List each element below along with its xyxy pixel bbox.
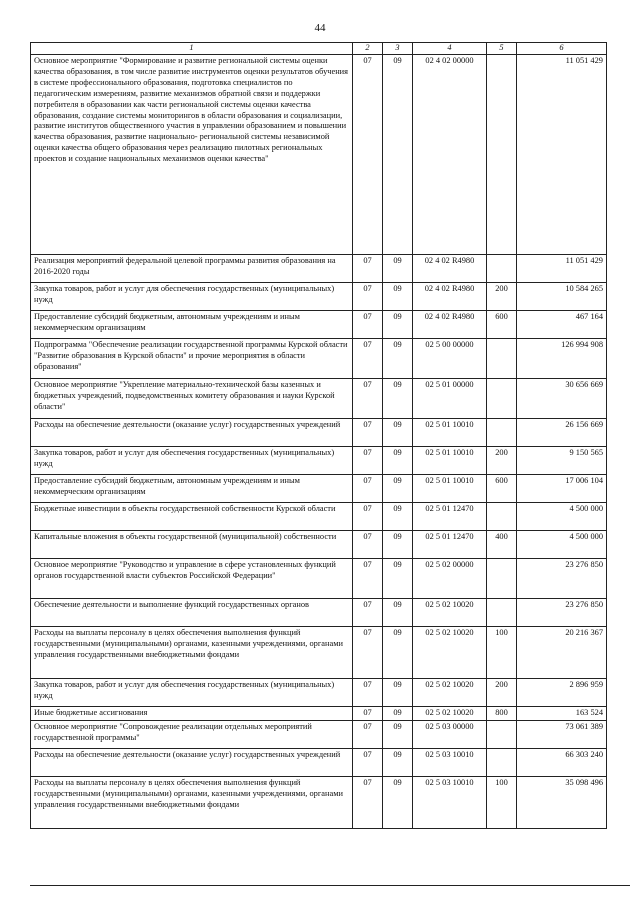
table-row xyxy=(31,678,607,706)
row-name-cell: Закупка товаров, работ и услуг для обеспечения государственных (муниципальных) нужд xyxy=(31,282,353,310)
row-name-cell: Предоставление субсидий бюджетным, автономным учреждениям и иным некоммерческим организациям xyxy=(31,310,353,338)
header-col-5: 5 xyxy=(487,43,517,55)
row-subsection-cell: 09 xyxy=(383,418,413,446)
row-name-cell: Основное мероприятие "Формирование и развитие региональной системы оценки качества образования, в том числе развитие инструментов оценки результатов обучения в системе профессионального образования, подготовка специалистов по педагогическим измерениям, развитие механизмов обратной связи и поддержки потребителя в образовании как части региональной системы оценки качества образования, создание системы мониторингов в области образования и социализации, развитие институтов общественного участия в управлении образованием и повышении качества образования, развитие национально- региональной системы независимой оценки качества общего образования через реализацию пилотных региональных проектов и создание национальных механизмов оценки качества" xyxy=(31,54,353,254)
row-section-cell: 07 xyxy=(353,706,383,720)
row-target-code-cell: 02 5 02 10020 xyxy=(413,626,487,678)
table-row xyxy=(31,282,607,310)
row-section-cell: 07 xyxy=(353,474,383,502)
table-row xyxy=(31,706,607,720)
table-row xyxy=(31,418,607,446)
page-number: 44 xyxy=(314,22,326,34)
row-expense-type-cell xyxy=(487,338,517,378)
row-expense-type-cell xyxy=(487,378,517,418)
row-section-cell: 07 xyxy=(353,776,383,828)
row-name-cell: Расходы на выплаты персоналу в целях обеспечения выполнения функций государственными (муниципальными) органами, казенными учреждениями, органами управления государственными внебюджетными фондами xyxy=(31,776,353,828)
row-name-cell: Расходы на обеспечение деятельности (оказание услуг) государственных учреждений xyxy=(31,748,353,776)
row-expense-type-cell: 200 xyxy=(487,446,517,474)
row-expense-type-cell: 400 xyxy=(487,530,517,558)
row-expense-type-cell xyxy=(487,598,517,626)
row-name-cell: Иные бюджетные ассигнования xyxy=(31,706,353,720)
row-subsection-cell: 09 xyxy=(383,446,413,474)
row-name-cell: Закупка товаров, работ и услуг для обеспечения государственных (муниципальных) нужд xyxy=(31,678,353,706)
row-target-code-cell: 02 4 02 00000 xyxy=(413,54,487,254)
row-subsection-cell: 09 xyxy=(383,720,413,748)
row-subsection-cell: 09 xyxy=(383,748,413,776)
row-amount-cell: 9 150 565 xyxy=(517,446,607,474)
row-expense-type-cell xyxy=(487,54,517,254)
row-target-code-cell: 02 5 02 10020 xyxy=(413,598,487,626)
row-amount-cell: 23 276 850 xyxy=(517,598,607,626)
row-name-cell: Подпрограмма "Обеспечение реализации государственной программы Курской области "Развитие образования в Курской области" и прочие мероприятия в области образования" xyxy=(31,338,353,378)
table-row xyxy=(31,720,607,748)
header-col-4: 4 xyxy=(413,43,487,55)
row-expense-type-cell xyxy=(487,748,517,776)
row-amount-cell: 467 164 xyxy=(517,310,607,338)
row-target-code-cell: 02 5 02 10020 xyxy=(413,706,487,720)
row-expense-type-cell: 200 xyxy=(487,282,517,310)
row-target-code-cell: 02 5 02 00000 xyxy=(413,558,487,598)
row-subsection-cell: 09 xyxy=(383,626,413,678)
row-subsection-cell: 09 xyxy=(383,502,413,530)
table-row xyxy=(31,338,607,378)
row-amount-cell: 20 216 367 xyxy=(517,626,607,678)
row-subsection-cell: 09 xyxy=(383,378,413,418)
header-row xyxy=(31,43,607,55)
row-expense-type-cell: 800 xyxy=(487,706,517,720)
row-expense-type-cell: 200 xyxy=(487,678,517,706)
row-target-code-cell: 02 4 02 R4980 xyxy=(413,282,487,310)
row-subsection-cell: 09 xyxy=(383,282,413,310)
row-target-code-cell: 02 5 00 00000 xyxy=(413,338,487,378)
row-section-cell: 07 xyxy=(353,530,383,558)
table-row xyxy=(31,446,607,474)
row-amount-cell: 17 006 104 xyxy=(517,474,607,502)
row-section-cell: 07 xyxy=(353,254,383,282)
row-subsection-cell: 09 xyxy=(383,474,413,502)
row-target-code-cell: 02 4 02 R4980 xyxy=(413,254,487,282)
row-target-code-cell: 02 5 01 12470 xyxy=(413,502,487,530)
row-section-cell: 07 xyxy=(353,598,383,626)
row-amount-cell: 11 051 429 xyxy=(517,54,607,254)
row-amount-cell: 10 584 265 xyxy=(517,282,607,310)
row-subsection-cell: 09 xyxy=(383,776,413,828)
header-col-2: 2 xyxy=(353,43,383,55)
row-name-cell: Капитальные вложения в объекты государственной (муниципальной) собственности xyxy=(31,530,353,558)
row-target-code-cell: 02 5 01 10010 xyxy=(413,446,487,474)
row-subsection-cell: 09 xyxy=(383,310,413,338)
row-subsection-cell: 09 xyxy=(383,530,413,558)
row-target-code-cell: 02 5 03 10010 xyxy=(413,776,487,828)
row-section-cell: 07 xyxy=(353,418,383,446)
table-row xyxy=(31,54,607,254)
header-col-1: 1 xyxy=(31,43,353,55)
row-amount-cell: 2 896 959 xyxy=(517,678,607,706)
row-subsection-cell: 09 xyxy=(383,558,413,598)
row-amount-cell: 66 303 240 xyxy=(517,748,607,776)
row-subsection-cell: 09 xyxy=(383,678,413,706)
row-subsection-cell: 09 xyxy=(383,706,413,720)
row-expense-type-cell: 100 xyxy=(487,626,517,678)
row-amount-cell: 73 061 389 xyxy=(517,720,607,748)
row-name-cell: Основное мероприятие "Укрепление материально-технической базы казенных и бюджетных учреждений, подведомственных комитету образования и науки Курской области" xyxy=(31,378,353,418)
row-expense-type-cell xyxy=(487,254,517,282)
row-amount-cell: 30 656 669 xyxy=(517,378,607,418)
row-section-cell: 07 xyxy=(353,558,383,598)
row-section-cell: 07 xyxy=(353,338,383,378)
row-section-cell: 07 xyxy=(353,446,383,474)
table-row xyxy=(31,378,607,418)
row-target-code-cell: 02 5 01 00000 xyxy=(413,378,487,418)
header-col-3: 3 xyxy=(383,43,413,55)
row-section-cell: 07 xyxy=(353,626,383,678)
row-section-cell: 07 xyxy=(353,720,383,748)
row-name-cell: Расходы на обеспечение деятельности (оказание услуг) государственных учреждений xyxy=(31,418,353,446)
table-row xyxy=(31,558,607,598)
bottom-rule xyxy=(30,885,630,886)
row-name-cell: Расходы на выплаты персоналу в целях обеспечения выполнения функций государственными (муниципальными) органами, казенными учреждениями, органами управления государственными внебюджетными фондами xyxy=(31,626,353,678)
row-expense-type-cell: 600 xyxy=(487,310,517,338)
row-target-code-cell: 02 5 03 10010 xyxy=(413,748,487,776)
row-expense-type-cell xyxy=(487,720,517,748)
row-target-code-cell: 02 4 02 R4980 xyxy=(413,310,487,338)
row-section-cell: 07 xyxy=(353,678,383,706)
row-amount-cell: 163 524 xyxy=(517,706,607,720)
row-expense-type-cell: 600 xyxy=(487,474,517,502)
row-section-cell: 07 xyxy=(353,310,383,338)
row-section-cell: 07 xyxy=(353,378,383,418)
row-name-cell: Реализация мероприятий федеральной целевой программы развития образования на 2016-2020 годы xyxy=(31,254,353,282)
row-amount-cell: 11 051 429 xyxy=(517,254,607,282)
row-section-cell: 07 xyxy=(353,502,383,530)
row-name-cell: Основное мероприятие "Сопровождение реализации отдельных мероприятий государственной программы" xyxy=(31,720,353,748)
table-row xyxy=(31,776,607,828)
row-name-cell: Основное мероприятие "Руководство и управление в сфере установленных функций органов государственной власти субъектов Российской Федерации" xyxy=(31,558,353,598)
row-target-code-cell: 02 5 01 10010 xyxy=(413,474,487,502)
row-expense-type-cell: 100 xyxy=(487,776,517,828)
row-subsection-cell: 09 xyxy=(383,598,413,626)
row-name-cell: Предоставление субсидий бюджетным, автономным учреждениям и иным некоммерческим организациям xyxy=(31,474,353,502)
budget-table xyxy=(30,42,607,829)
row-expense-type-cell xyxy=(487,502,517,530)
row-section-cell: 07 xyxy=(353,748,383,776)
row-target-code-cell: 02 5 01 12470 xyxy=(413,530,487,558)
table-row xyxy=(31,310,607,338)
row-amount-cell: 126 994 908 xyxy=(517,338,607,378)
row-expense-type-cell xyxy=(487,418,517,446)
table-row xyxy=(31,502,607,530)
row-amount-cell: 4 500 000 xyxy=(517,530,607,558)
row-amount-cell: 35 098 496 xyxy=(517,776,607,828)
row-name-cell: Обеспечение деятельности и выполнение функций государственных органов xyxy=(31,598,353,626)
row-name-cell: Закупка товаров, работ и услуг для обеспечения государственных (муниципальных) нужд xyxy=(31,446,353,474)
table-body xyxy=(31,54,607,828)
table-row xyxy=(31,474,607,502)
row-amount-cell: 26 156 669 xyxy=(517,418,607,446)
row-target-code-cell: 02 5 01 10010 xyxy=(413,418,487,446)
table-row xyxy=(31,530,607,558)
row-expense-type-cell xyxy=(487,558,517,598)
row-section-cell: 07 xyxy=(353,54,383,254)
table-row xyxy=(31,748,607,776)
header-col-6: 6 xyxy=(517,43,607,55)
row-section-cell: 07 xyxy=(353,282,383,310)
row-amount-cell: 4 500 000 xyxy=(517,502,607,530)
table-row xyxy=(31,598,607,626)
row-target-code-cell: 02 5 03 00000 xyxy=(413,720,487,748)
row-subsection-cell: 09 xyxy=(383,338,413,378)
row-subsection-cell: 09 xyxy=(383,254,413,282)
table-row xyxy=(31,254,607,282)
row-amount-cell: 23 276 850 xyxy=(517,558,607,598)
row-target-code-cell: 02 5 02 10020 xyxy=(413,678,487,706)
table-row xyxy=(31,626,607,678)
row-name-cell: Бюджетные инвестиции в объекты государственной собственности Курской области xyxy=(31,502,353,530)
row-subsection-cell: 09 xyxy=(383,54,413,254)
